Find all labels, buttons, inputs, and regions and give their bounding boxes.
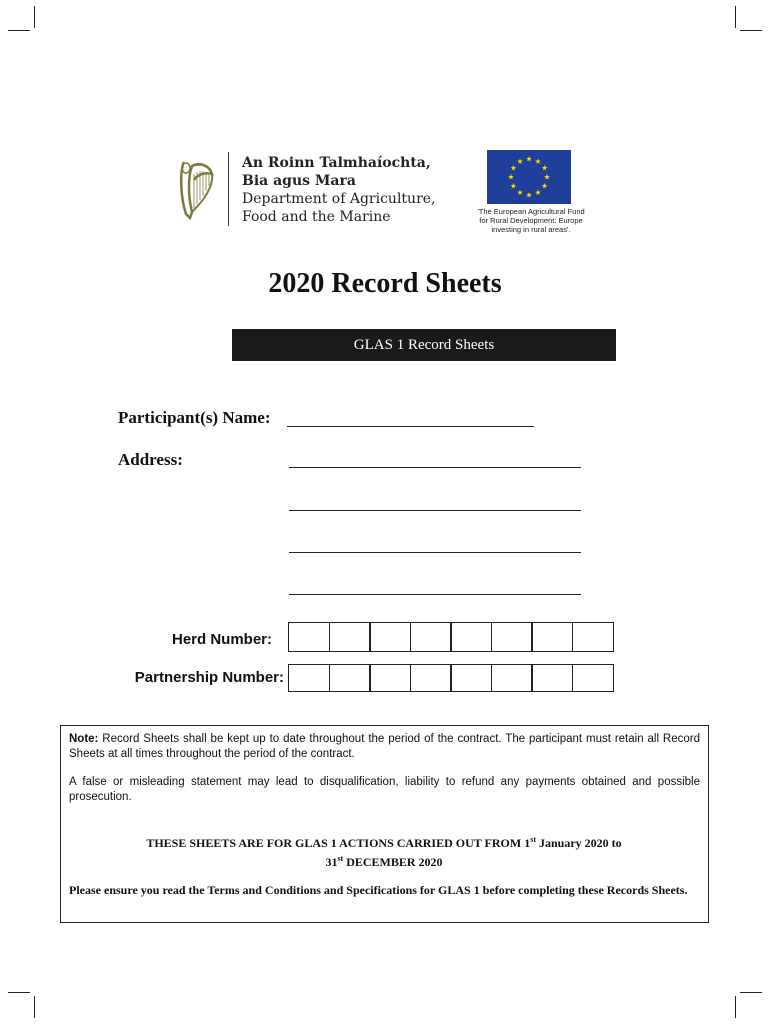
participant-name-field[interactable] <box>287 426 534 427</box>
herd-number-digit[interactable] <box>491 622 533 652</box>
crop-mark <box>34 6 35 28</box>
herd-number-label: Herd Number: <box>171 631 272 648</box>
eu-caption-line: investing in rural areas'. <box>491 225 571 234</box>
ordinal-suffix: st <box>530 835 536 844</box>
ensure-read-terms: Please ensure you read the Terms and Conditions and Specifications for GLAS 1 before completing these Records Sheets. <box>69 883 688 897</box>
crop-mark <box>34 996 35 1018</box>
logo-divider <box>228 152 229 226</box>
note-text: Record Sheets shall be kept up to date throughout the period of the contract. The participant must retain all Record Sheets at all times throughout the period of the contract. <box>69 733 700 760</box>
crop-mark <box>8 992 30 993</box>
partnership-number-digit[interactable] <box>450 664 492 692</box>
address-line-2[interactable] <box>289 510 581 511</box>
address-line-1[interactable] <box>289 467 581 468</box>
dept-name-english-1: Department of Agriculture, <box>242 191 436 207</box>
crop-mark <box>735 6 736 28</box>
eu-logo <box>456 150 606 240</box>
actions-text: DECEMBER 2020 <box>343 855 443 869</box>
dept-name-irish-1: An Roinn Talmhaíochta, <box>242 155 431 171</box>
note-label: Note: <box>69 733 99 745</box>
note-paragraph <box>69 732 700 762</box>
crop-mark <box>735 996 736 1018</box>
department-logo <box>176 152 436 228</box>
herd-number-boxes <box>288 622 612 652</box>
eu-caption-line: for Rural Development: Europe <box>479 216 583 225</box>
partnership-number-digit[interactable] <box>329 664 371 692</box>
herd-number-digit[interactable] <box>410 622 452 652</box>
crop-mark <box>740 992 762 993</box>
department-name <box>242 154 436 226</box>
partnership-number-digit[interactable] <box>572 664 614 692</box>
partnership-number-boxes <box>288 664 612 692</box>
partnership-number-digit[interactable] <box>491 664 533 692</box>
dept-name-english-2: Food and the Marine <box>242 209 391 225</box>
partnership-number-digit[interactable] <box>531 664 573 692</box>
section-banner: GLAS 1 Record Sheets <box>232 329 616 361</box>
crop-mark <box>8 30 30 31</box>
harp-emblem-icon <box>176 156 216 222</box>
partnership-number-digit[interactable] <box>369 664 411 692</box>
eu-caption <box>456 207 606 234</box>
actions-text: 31 <box>325 855 338 869</box>
actions-period-statement <box>61 832 707 870</box>
note-box <box>60 725 709 923</box>
crop-mark <box>740 30 762 31</box>
dept-name-irish-2: Bia agus Mara <box>242 173 356 189</box>
herd-number-digit[interactable] <box>369 622 411 652</box>
page-title: 2020 Record Sheets <box>268 268 502 299</box>
herd-number-digit[interactable] <box>288 622 330 652</box>
address-line-3[interactable] <box>289 552 581 553</box>
partnership-number-digit[interactable] <box>288 664 330 692</box>
herd-number-digit[interactable] <box>329 622 371 652</box>
herd-number-digit[interactable] <box>572 622 614 652</box>
eu-caption-line: 'The European Agricultural Fund <box>477 207 585 216</box>
false-statement-paragraph: A false or misleading statement may lead to disqualification, liability to refund any payments obtained and possible prosecution. <box>69 776 700 803</box>
herd-number-digit[interactable] <box>531 622 573 652</box>
partnership-number-digit[interactable] <box>410 664 452 692</box>
eu-flag-icon <box>487 150 571 204</box>
herd-number-digit[interactable] <box>450 622 492 652</box>
address-label: Address: <box>118 450 183 469</box>
actions-text: THESE SHEETS ARE FOR GLAS 1 ACTIONS CARRIED OUT FROM 1 <box>146 836 531 850</box>
ordinal-suffix: st <box>337 854 344 863</box>
actions-text: January 2020 to <box>535 836 622 850</box>
address-line-4[interactable] <box>289 594 581 595</box>
partnership-number-label: Partnership Number: <box>134 669 284 686</box>
participant-name-label: Participant(s) Name: <box>118 408 271 427</box>
